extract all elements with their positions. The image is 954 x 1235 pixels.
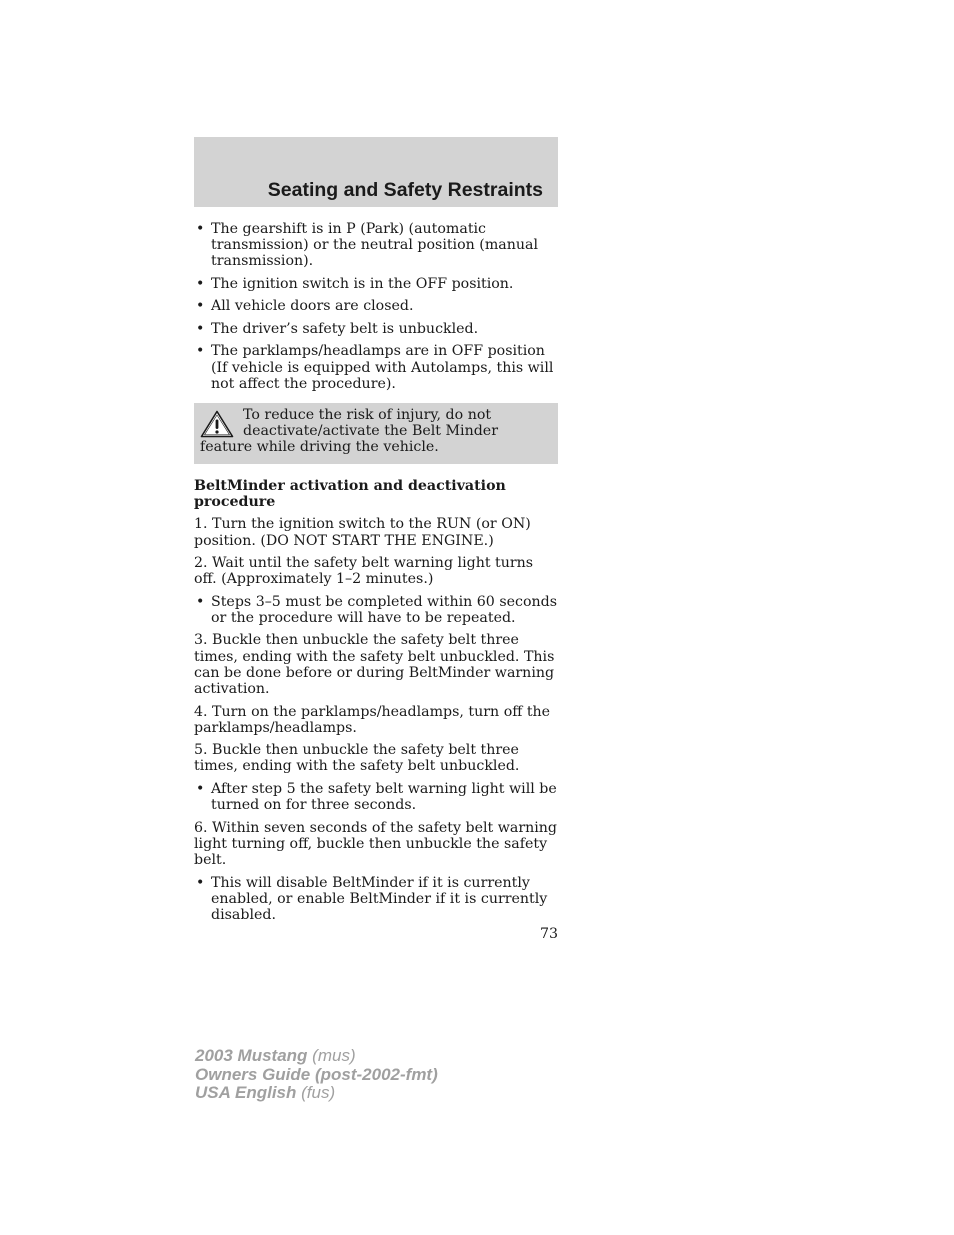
bullet-marker: • [196,780,205,797]
list-item-text: Steps 3–5 must be completed within 60 seconds or the procedure will have to be repeated. [211,593,557,626]
bullet-marker: • [196,320,205,337]
list-item [194,343,558,392]
section-title: Seating and Safety Restraints [267,179,543,201]
list-item [194,221,558,270]
procedure-step: 5. Buckle then unbuckle the safety belt three times, ending with the safety belt unbuckled. [194,742,520,775]
procedure-step: 2. Wait until the safety belt warning light turns off. (Approximately 1–2 minutes.) [194,555,534,588]
list-item [194,298,558,314]
procedure-heading: BeltMinder activation and deactivation procedure [194,477,506,510]
warning-text: To reduce the risk of injury, do not deactivate/activate the Belt Minder feature while driving the vehicle. [200,407,498,456]
procedure-step: 3. Buckle then unbuckle the safety belt three times, ending with the safety belt unbuckled. This can be done before or during BeltMinder warning activation. [194,632,555,698]
section-header-band [194,137,558,207]
list-item [194,781,558,813]
warning-triangle-icon [200,410,234,438]
bullet-marker: • [196,593,205,610]
list-item-text: The parklamps/headlamps are in OFF position (If vehicle is equipped with Autolamps, this will not affect the procedure). [211,343,554,392]
list-item [194,594,558,626]
footer-model-code: (mus) [312,1046,356,1065]
list-item [194,276,558,292]
footer-language-code: (fus) [301,1083,336,1102]
page-content [194,221,558,929]
footer-language: USA English [195,1083,297,1102]
list-item-text: The driver’s safety belt is unbuckled. [211,320,479,337]
procedure-step: 4. Turn on the parklamps/headlamps, turn off the parklamps/headlamps. [194,703,551,736]
footer-model: 2003 Mustang [195,1046,308,1065]
list-item [194,321,558,337]
footer-line [195,1047,438,1066]
list-item [194,875,558,924]
bullet-marker: • [196,343,205,360]
list-item-text: After step 5 the safety belt warning light will be turned on for three seconds. [211,780,557,814]
document-footer [195,1047,438,1103]
warning-box [194,403,558,464]
procedure-step: 6. Within seven seconds of the safety belt warning light turning off, buckle then unbuckle the safety belt. [194,819,558,869]
list-item-text: All vehicle doors are closed. [211,298,414,315]
bullet-marker: • [196,874,205,891]
list-item-text: The gearshift is in P (Park) (automatic transmission) or the neutral position (manual transmission). [211,221,538,270]
procedure-step: 1. Turn the ignition switch to the RUN (or ON) position. (DO NOT START THE ENGINE.) [194,516,531,549]
page-number: 73 [539,926,558,942]
list-item-text: This will disable BeltMinder if it is currently enabled, or enable BeltMinder if it is currently disabled. [211,874,548,923]
footer-guide: Owners Guide (post-2002-fmt) [195,1064,438,1084]
bullet-marker: • [196,221,205,237]
list-item-text: The ignition switch is in the OFF position. [211,275,514,292]
bullet-marker: • [196,275,205,292]
footer-line [195,1084,438,1103]
bullet-marker: • [196,298,205,315]
footer-line [195,1066,438,1085]
